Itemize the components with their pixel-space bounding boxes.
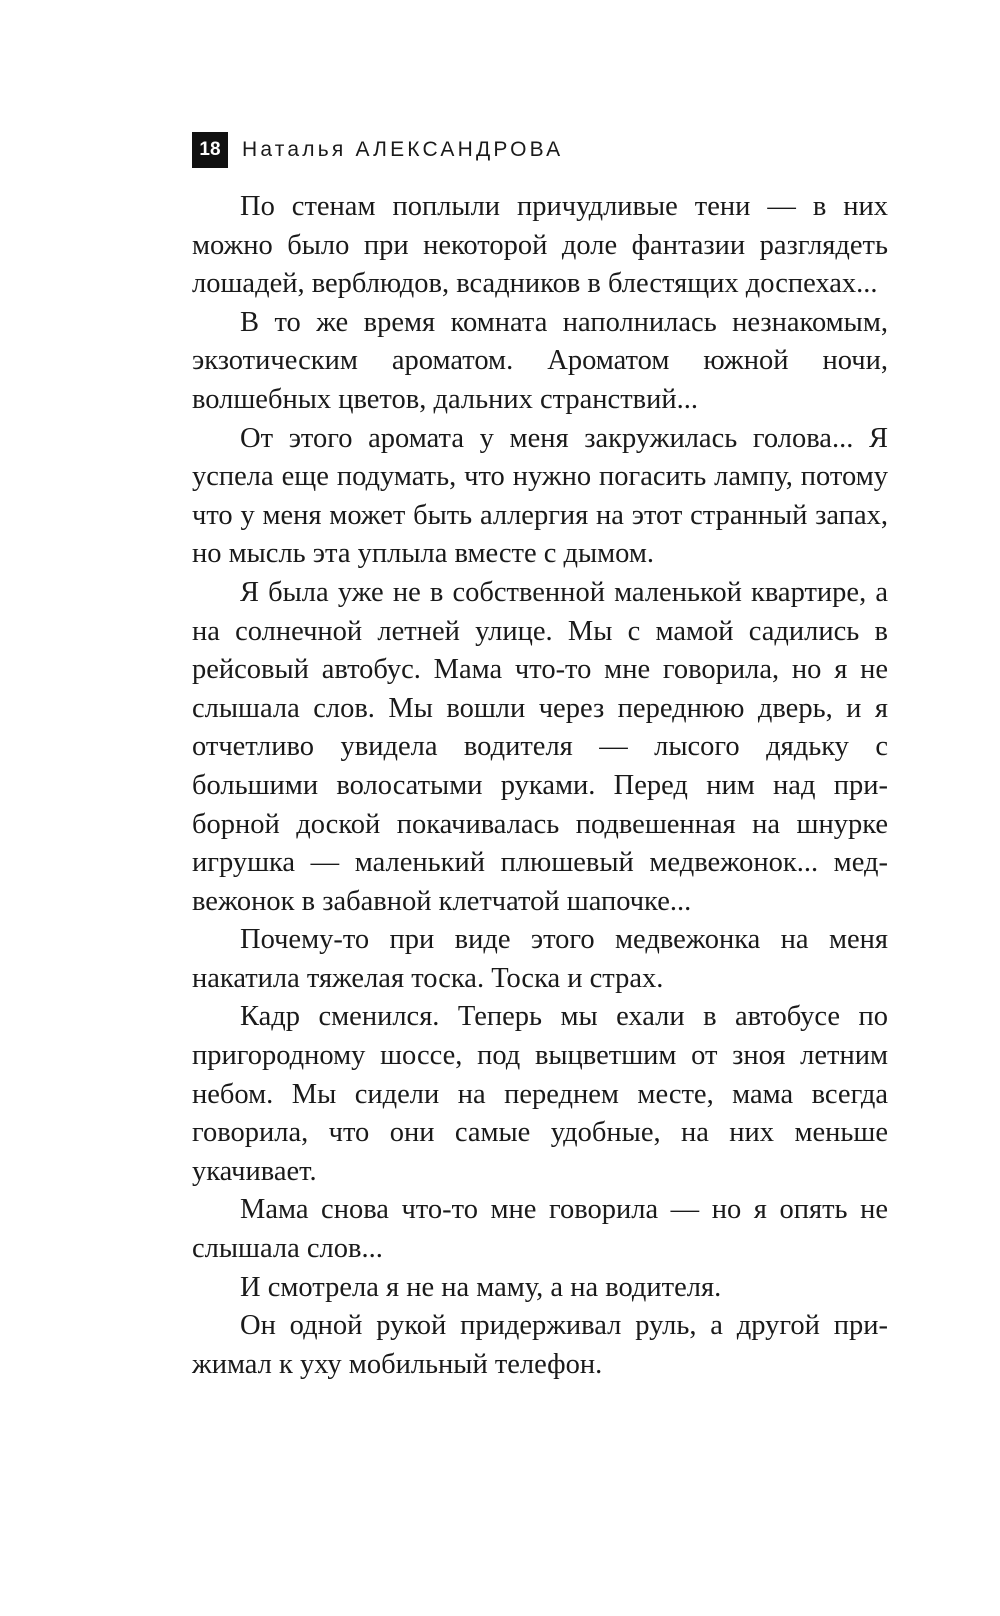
paragraph: Я была уже не в собственной маленькой квартире, а на солнечной летней улице. Мы с мамой садились в рейсовый автобус. Мама что-то мне говорила, но я не слышала слов. Мы вошли через переднюю дверь, и я отчетливо увидела водителя — лысого дядьку с большими волосатыми руками. Перед ним над приборной доской покачивалась подвешенная на шнурке игрушка — маленький плюшевый медвежонок... медвежонок в забавной клетчатой шапочке... xyxy=(192,576,888,917)
paragraph: Он одной рукой придерживал руль, а другой прижимал к уху мобильный телефон. xyxy=(192,1310,888,1380)
paragraph: Почему-то при виде этого медвежонка на меня накатила тяжелая тоска. Тоска и страх. xyxy=(192,924,888,994)
body-text xyxy=(192,188,888,1384)
paragraph: И смотрела я не на маму, а на водителя. xyxy=(240,1271,722,1303)
paragraph: От этого аромата у меня закружилась голова... Я успела еще подумать, что нужно погасить лампу, потому что у меня может быть аллергия на этот странный запах, но мысль эта уплыла вместе с дымом. xyxy=(192,422,888,570)
paragraph: Мама снова что-то мне говорила — но я опять не слышала слов... xyxy=(192,1194,888,1265)
running-head xyxy=(192,132,563,168)
page-number: 18 xyxy=(192,132,228,168)
paragraph: Кадр сменился. Теперь мы ехали в автобусе по пригородному шоссе, под выцветшим от зноя летним небом. Мы сидели на переднем месте, мама всегда говорила, что они самые удобные, на них меньше укачивает. xyxy=(192,1001,888,1187)
paragraph: В то же время комната наполнилась незнакомым, экзотическим ароматом. Ароматом южной ночи, волшебных цветов, дальних странствий... xyxy=(192,306,888,415)
paragraph: По стенам поплыли причудливые тени — в них можно было при некоторой доле фантазии разглядеть лошадей, верблюдов, всадников в блестящих доспехах... xyxy=(192,191,888,300)
running-head-author: Наталья АЛЕКСАНДРОВА xyxy=(242,138,564,161)
